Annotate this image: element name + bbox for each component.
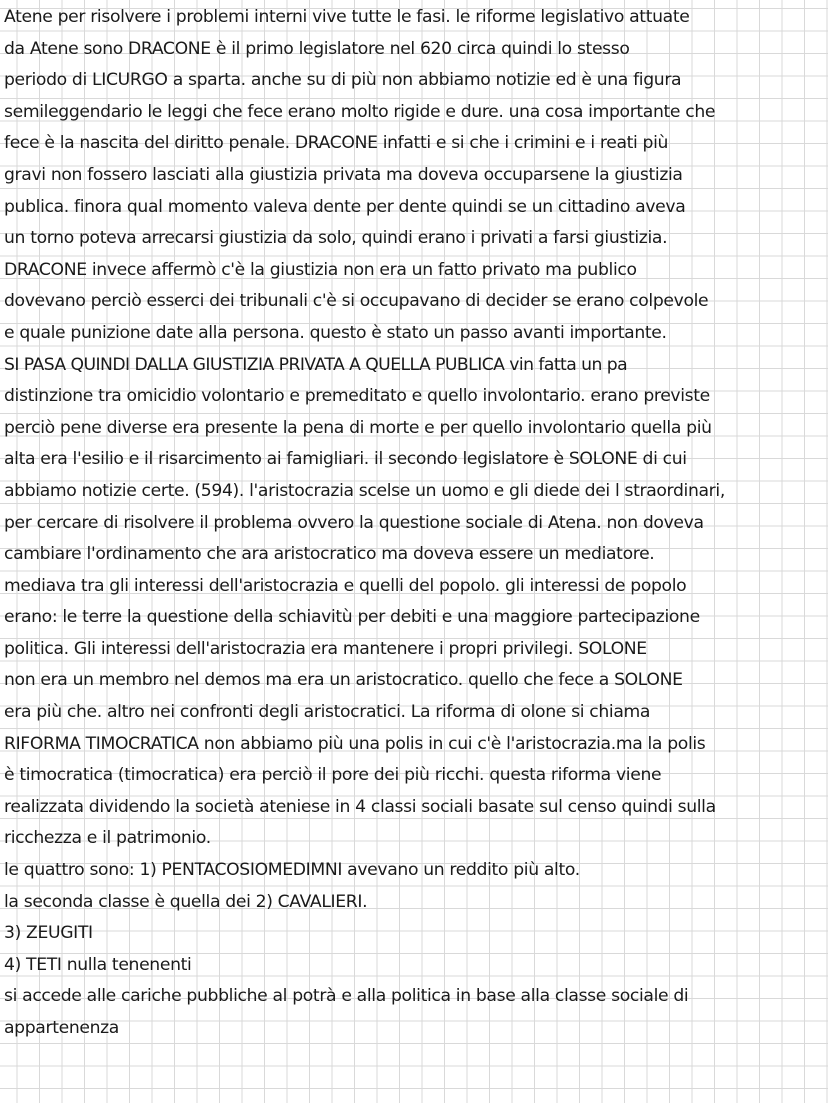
note-line: DRACONE invece affermò c'è la giustizia non era un fatto privato ma publico [4,259,637,280]
note-line: era più che. altro nei confronti degli aristocratici. La riforma di olone si chiama [4,702,651,723]
note-line: semileggendario le leggi che fece erano molto rigide e dure. una cosa importante che [4,101,716,122]
note-line: e quale punizione date alla persona. questo è stato un passo avanti importante. [4,322,667,343]
note-line-heading: SI PASA QUINDI DALLA GIUSTIZIA PRIVATA A QUELLA PUBLICA vin fatta un pa [4,354,628,375]
note-line: 3) ZEUGITI [4,923,93,944]
note-line: gravi non fossero lasciati alla giustizia privata ma doveva occuparsene la giustizia [4,164,683,185]
note-line: un torno poteva arrecarsi giustizia da solo, quindi erano i privati a farsi giustizia. [4,228,668,249]
note-line: perciò pene diverse era presente la pena di morte e per quello involontario quella più [4,417,712,438]
note-line: periodo di LICURGO a sparta. anche su di più non abbiamo notizie ed è una figura [4,70,682,91]
note-line: dovevano perciò esserci dei tribunali c'è si occupavano di decider se erano colpevole [4,291,709,312]
note-line: RIFORMA TIMOCRATICA non abbiamo più una polis in cui c'è l'aristocrazia.ma la polis [4,733,706,754]
note-line: la seconda classe è quella dei 2) CAVALIERI. [4,891,368,912]
note-line: si accede alle cariche pubbliche al potrà e alla politica in base alla classe sociale di [4,986,689,1007]
note-line: è timocratica (timocratica) era perciò il pore dei più ricchi. questa riforma viene [4,765,662,786]
note-line: erano: le terre la questione della schiavitù per debiti e una maggiore partecipazione [4,607,700,628]
note-line: da Atene sono DRACONE è il primo legislatore nel 620 circa quindi lo stesso [4,38,630,59]
note-line: per cercare di risolvere il problema ovvero la questione sociale di Atena. non doveva [4,512,704,533]
note-line: cambiare l'ordinamento che ara aristocratico ma doveva essere un mediatore. [4,544,655,565]
note-line: 4) TETI nulla tenenenti [4,954,192,975]
note-line: le quattro sono: 1) PENTACOSIOMEDIMNI avevano un reddito più alto. [4,860,580,881]
note-line: abbiamo notizie certe. (594). l'aristocrazia scelse un uomo e gli diede dei l straordinari, [4,480,725,501]
handwritten-notes [4,2,826,1045]
note-line: alta era l'esilio e il risarcimento ai famigliari. il secondo legislatore è SOLONE di cui [4,449,687,470]
note-line: fece è la nascita del diritto penale. DRACONE infatti e si che i crimini e i reati più [4,133,669,154]
note-line: non era un membro nel demos ma era un aristocratico. quello che fece a SOLONE [4,670,683,691]
note-line: publica. finora qual momento valeva dente per dente quindi se un cittadino aveva [4,196,686,217]
note-line: mediava tra gli interessi dell'aristocrazia e quelli del popolo. gli interessi de popolo [4,575,687,596]
note-line: ricchezza e il patrimonio. [4,828,211,849]
note-line: politica. Gli interessi dell'aristocrazia era mantenere i propri privilegi. SOLONE [4,638,647,659]
note-line: distinzione tra omicidio volontario e premeditato e quello involontario. erano previste [4,386,710,407]
note-line: Atene per risolvere i problemi interni vive tutte le fasi. le riforme legislativo attuate [4,7,690,27]
note-line: realizzata dividendo la società ateniese in 4 classi sociali basate sul censo quindi sulla [4,796,716,817]
note-line: appartenenza [4,1018,119,1038]
